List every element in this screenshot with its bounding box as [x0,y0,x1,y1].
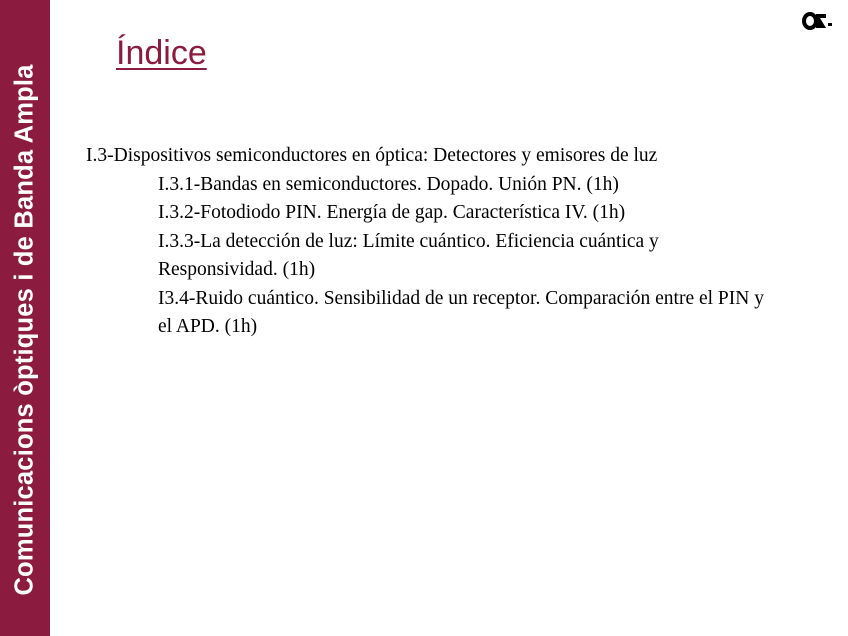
upc-logo-icon [800,8,834,32]
sidebar-band [0,0,50,636]
section-heading: I.3-Dispositivos semiconductores en óptica: Detectores y emisores de luz [86,145,658,166]
sidebar-title: Comunicacions òptiques i de Banda Ampla [10,64,39,596]
list-item: I.3.2-Fotodiodo PIN. Energía de gap. Característica IV. (1h) [158,202,626,223]
list-item: I.3.1-Bandas en semiconductores. Dopado. Unión PN. (1h) [158,173,619,195]
list-item: I.3.3-La detección de luz: Límite cuántico. Eficiencia cuántica y Responsividad. (1h) [158,230,659,280]
index-content [86,142,806,342]
page-title: Índice [116,34,207,72]
list-item: I3.4-Ruido cuántico. Sensibilidad de un receptor. Comparación entre el PIN y el APD. (1h) [158,287,764,337]
